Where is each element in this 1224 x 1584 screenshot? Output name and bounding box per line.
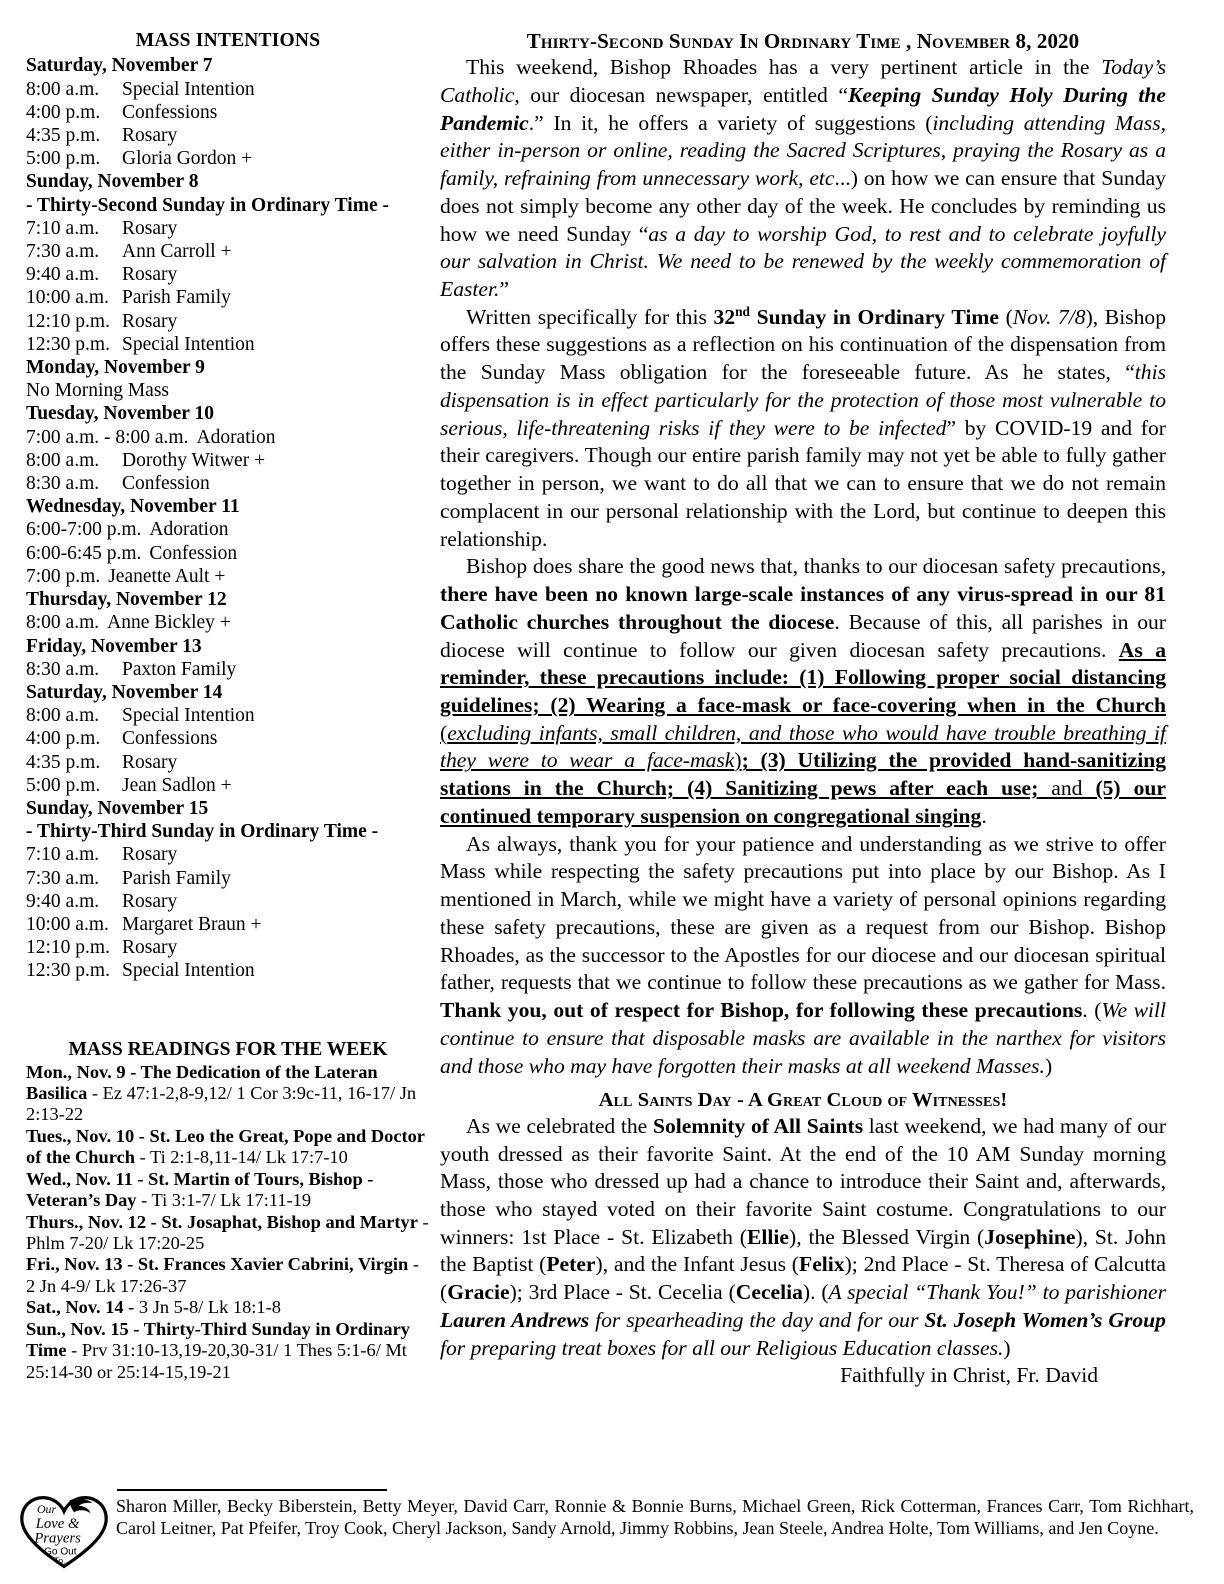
p5-seg3: last weekend, we had many of our youth dressed as their favorite Saint. At the end of the 10 AM Sunday morning Mass, those who dressed up had a chance to introduce their Saint and, afterwards, those who stayed voted on their favorite Saint costume. Congratulations to our winners: 1st Place - St. Elizabeth ( bbox=[440, 1113, 1167, 1249]
p3-close-paren: ) bbox=[734, 748, 742, 773]
prayer-list-footer bbox=[18, 1489, 1194, 1576]
mass-entry-time: 4:00 p.m. bbox=[26, 728, 101, 750]
mass-entry-time: 5:00 p.m. bbox=[26, 774, 101, 796]
mass-reading-item bbox=[26, 1212, 430, 1255]
heart-dove-icon bbox=[18, 1493, 110, 1571]
mass-entry-intention: Margaret Braun + bbox=[122, 913, 262, 935]
p1-newspaper-name: Today’s Catholic bbox=[440, 55, 1166, 107]
right-column bbox=[440, 30, 1166, 1390]
mass-entry-intention: Ann Carroll + bbox=[122, 241, 232, 263]
mass-entry bbox=[26, 890, 430, 913]
mass-entry-intention: Rosary bbox=[122, 937, 178, 959]
mass-reading-citations: 3 Jn 5-8/ Lk 18:1-8 bbox=[138, 1297, 281, 1318]
love-and-prayers-logo bbox=[18, 1489, 110, 1576]
mass-entry bbox=[26, 426, 430, 449]
mass-reading-item bbox=[26, 1126, 430, 1169]
mass-entry bbox=[26, 542, 430, 565]
p3-mask-exclusions: excluding infants, small children, and those who would have trouble breathing if they were to wear a face-mask bbox=[440, 720, 1166, 773]
mass-reading-item bbox=[26, 1169, 430, 1212]
mass-entry-intention: Adoration bbox=[196, 426, 276, 448]
p5-thanks-note-3: for preparing treat boxes for all our Religious Education classes. bbox=[440, 1335, 1004, 1360]
mass-entry-time: 7:30 a.m. bbox=[26, 241, 100, 263]
mass-entry-time: 4:35 p.m. bbox=[26, 125, 101, 147]
mass-entry-time: 12:10 p.m. bbox=[26, 937, 110, 959]
mass-reading-citations: - Phlm 7-20/ Lk 17:20-25 bbox=[26, 1211, 429, 1254]
p1-seg9: ” bbox=[499, 276, 509, 301]
p5-seg21: ) bbox=[1003, 1335, 1011, 1360]
article-paragraph-1 bbox=[440, 54, 1166, 304]
mass-day-heading: Tuesday, November 10 bbox=[26, 403, 214, 425]
p3-open-paren: ( bbox=[440, 720, 448, 745]
mass-entry-time: 9:40 a.m. bbox=[26, 264, 100, 286]
p2-seg4: ( bbox=[998, 304, 1013, 329]
p2-dispensation-quote: this dispensation is in effect particularly for the protection of those most vulnerable to serious, life-threatening risks if they were to be infected bbox=[440, 360, 1166, 440]
mass-day-heading: Saturday, November 14 bbox=[26, 681, 223, 703]
mass-entry-intention: Rosary bbox=[122, 751, 178, 773]
mass-entry-time: 10:00 a.m. bbox=[26, 287, 109, 309]
p5-womens-group: St. Joseph Women’s Group bbox=[924, 1307, 1166, 1332]
mass-entry-intention: Confession bbox=[149, 542, 238, 564]
mass-entry bbox=[26, 843, 430, 866]
mass-entry-intention: Gloria Gordon + bbox=[122, 148, 253, 170]
p5-winner-gracie: Gracie bbox=[447, 1280, 510, 1305]
mass-reading-label: Tues., Nov. 10 - St. Leo the Great, Pope and Doctor of the Church bbox=[26, 1125, 425, 1168]
mass-entry-intention: Adoration bbox=[149, 519, 229, 541]
mass-reading-label: Mon., Nov. 9 - The Dedication of the Lateran Basilica bbox=[26, 1061, 378, 1103]
mass-entry-time: 8:00 a.m. bbox=[26, 78, 100, 100]
article-paragraph-4 bbox=[440, 831, 1166, 1081]
p5-solemnity: Solemnity of All Saints bbox=[652, 1113, 864, 1138]
mass-entry bbox=[26, 727, 430, 750]
p2-date-note: Nov. 7/8 bbox=[1012, 304, 1086, 329]
mass-entry-time: 5:00 p.m. bbox=[26, 148, 101, 170]
mass-entry-intention: Special Intention bbox=[122, 705, 255, 727]
mass-entry-time: 8:00 a.m. bbox=[26, 449, 100, 471]
mass-reading-label: Sun., Nov. 15 - Thirty-Third Sunday in Ordinary Time bbox=[26, 1318, 410, 1361]
p4-seg3: . ( bbox=[1082, 998, 1102, 1023]
mass-entry-intention: Paxton Family bbox=[122, 658, 237, 680]
mass-entry-time: 8:30 a.m. bbox=[26, 658, 100, 680]
mass-entry-intention: Special Intention bbox=[122, 960, 255, 982]
mass-day-heading: Sunday, November 15 bbox=[26, 797, 209, 819]
mass-entry-time: 8:00 a.m. bbox=[26, 612, 100, 634]
mass-readings-heading: MASS READINGS FOR THE WEEK bbox=[68, 1038, 388, 1060]
p5-winner-cecelia: Cecelia bbox=[735, 1280, 803, 1305]
mass-entry-intention: Rosary bbox=[122, 125, 178, 147]
mass-entry-intention: Parish Family bbox=[122, 287, 231, 309]
p4-masks-note: We will continue to ensure that disposable masks are available in the narthex for visitors and those who may have forgotten their masks at all weekend Masses. bbox=[440, 998, 1167, 1078]
mass-entry bbox=[26, 611, 430, 634]
mass-entry-time: 12:30 p.m. bbox=[26, 960, 110, 982]
p1-seg7: ...) on how we can ensure that Sunday does not simply become any other day of the week. He concludes by reminding us how we need Sunday “ bbox=[440, 166, 1166, 246]
mass-intentions-heading: MASS INTENTIONS bbox=[135, 30, 321, 51]
logo-line-3: Prayers bbox=[34, 1530, 81, 1547]
logo-line-5: To... bbox=[53, 1555, 71, 1566]
p1-quote: as a day to worship God, to rest and to celebrate joyfully our salvation in Christ. We need to be renewed by the weekly commemoration of Easter. bbox=[440, 221, 1166, 301]
mass-day-subtitle: - Thirty-Third Sunday in Ordinary Time - bbox=[26, 821, 379, 843]
p1-article-title: Keeping Sunday Holy During the Pandemic bbox=[440, 82, 1167, 135]
p3-seg3: . Because of this, all parishes in our diocese will continue to follow our given diocesan safety precautions. bbox=[440, 609, 1166, 662]
mass-day-heading: Monday, November 9 bbox=[26, 357, 205, 379]
mass-entry bbox=[26, 867, 430, 890]
mass-day-heading: Sunday, November 8 bbox=[26, 171, 199, 193]
mass-reading-label: Wed., Nov. 11 - St. Martin of Tours, Bishop - Veteran’s Day bbox=[26, 1168, 374, 1211]
p2-sunday-name: Sunday in Ordinary Time bbox=[750, 304, 999, 329]
mass-reading-citations: - Ti 3:1-7/ Lk 17:11-19 bbox=[136, 1190, 312, 1211]
p3-no-spread-statement: there have been no known large-scale instances of any virus-spread in our 81 Catholic churches throughout the diocese bbox=[440, 582, 1166, 634]
p5-winner-felix: Felix bbox=[799, 1252, 845, 1277]
p2-ordinal-suffix: nd bbox=[735, 303, 750, 319]
mass-entry-time: 6:00-7:00 p.m. bbox=[26, 519, 142, 541]
article-paragraph-2 bbox=[440, 304, 1166, 554]
mass-entry bbox=[26, 959, 430, 982]
p2-seg6: ), Bishop offers these suggestions as a reflection on his continuation of the dispensation from the Sunday Mass obligation for the foreseeable future. As he states, “ bbox=[440, 304, 1166, 385]
mass-entry bbox=[26, 658, 430, 681]
mass-entry-intention: Rosary bbox=[122, 844, 178, 866]
mass-entry bbox=[26, 751, 430, 774]
p4-thank-you-statement: Thank you, out of respect for Bishop, for following these precautions bbox=[440, 998, 1083, 1023]
mass-entry-intention: Special Intention bbox=[122, 333, 255, 355]
p1-suggestions: including attending Mass, either in-person or online, reading the Sacred Scriptures, praying the Rosary as a family, refraining from unnecessary work, etc bbox=[440, 110, 1166, 191]
p1-seg1: This weekend, Bishop Rhoades has a very pertinent article in the bbox=[466, 55, 1102, 80]
p5-seg7: ), St. John the Baptist ( bbox=[440, 1224, 1167, 1277]
p2-seg8: ” by COVID-19 and for their caregivers. Though our entire parish family may not yet be able to fully gather together in person, we want to do all that we can to ensure that we do not remain complacent in our personal relationship with the Lord, but continue to deepen this relationship. bbox=[440, 415, 1166, 551]
mass-entry: No Morning Mass bbox=[26, 380, 170, 402]
mass-entry-time: 7:10 a.m. bbox=[26, 217, 100, 239]
p5-winner-peter: Peter bbox=[546, 1252, 596, 1277]
mass-entry bbox=[26, 310, 430, 333]
mass-entry-time: 12:10 p.m. bbox=[26, 310, 110, 332]
left-column bbox=[26, 30, 440, 1383]
mass-reading-citations: - Ez 47:1-2,8-9,12/ 1 Cor 3:9c-11, 16-17/ Jn 2:13-22 bbox=[26, 1082, 417, 1125]
mass-entry-time: 4:35 p.m. bbox=[26, 751, 101, 773]
article-paragraph-3 bbox=[440, 553, 1166, 830]
mass-reading-citations: - Ti 2:1-8,11-14/ Lk 17:7-10 bbox=[135, 1147, 348, 1168]
mass-entry bbox=[26, 124, 430, 147]
mass-entry-time: 9:40 a.m. bbox=[26, 890, 100, 912]
mass-day-heading: Wednesday, November 11 bbox=[26, 496, 240, 518]
mass-entry-time: 4:00 p.m. bbox=[26, 101, 101, 123]
mass-entry bbox=[26, 217, 430, 240]
p4-seg5: ) bbox=[1044, 1053, 1053, 1078]
mass-reading-item bbox=[26, 1062, 430, 1126]
mass-entry bbox=[26, 774, 430, 797]
mass-entry-time: 8:30 a.m. bbox=[26, 473, 100, 495]
p5-seg5: ), the Blessed Virgin ( bbox=[789, 1224, 985, 1249]
mass-entry-intention: Parish Family bbox=[122, 867, 231, 889]
mass-entry-time: 7:00 p.m. bbox=[26, 565, 101, 587]
p5-seg11: ); 2nd Place - St. Theresa of Calcutta ( bbox=[440, 1252, 1166, 1305]
p5-thanks-note-2: for spearheading the day and for our bbox=[589, 1307, 925, 1332]
p1-seg5: .” In it, he offers a variety of suggestions ( bbox=[528, 110, 933, 135]
mass-entry-intention: Rosary bbox=[122, 217, 178, 239]
prayer-names-block bbox=[110, 1489, 1194, 1539]
p3-precautions-list-part3: (5) our continued temporary suspension on congregational singing bbox=[440, 776, 1166, 828]
mass-reading-citations: - 2 Jn 4-9/ Lk 17:26-37 bbox=[26, 1254, 419, 1296]
mass-entry-time: 7:10 a.m. bbox=[26, 844, 100, 866]
mass-entry-time: 6:00-6:45 p.m. bbox=[26, 542, 142, 564]
p2-ordinal-number: 32 bbox=[713, 304, 736, 329]
p4-seg1: As always, thank you for your patience and understanding as we strive to offer Mass while respecting the safety precautions put into place by our Bishop. As I mentioned in March, while we might have a variety of personal opinions regarding these safety precautions, these are given as a request from our Bishop. Bishop Rhoades, as the successor to the Apostles for our diocese and our diocesan spiritual father, requests that we continue to follow these precautions as we gather for Mass. bbox=[440, 831, 1166, 995]
mass-entry-time: 12:30 p.m. bbox=[26, 333, 110, 355]
footer-divider-rule bbox=[117, 1489, 387, 1491]
mass-day-subtitle: - Thirty-Second Sunday in Ordinary Time - bbox=[26, 194, 389, 216]
mass-entry bbox=[26, 101, 430, 124]
p5-seg13: ); 3rd Place - St. Cecelia ( bbox=[509, 1280, 736, 1305]
mass-entry bbox=[26, 147, 430, 170]
mass-entry bbox=[26, 240, 430, 263]
mass-entry-intention: Confessions bbox=[122, 101, 218, 123]
mass-entry bbox=[26, 263, 430, 286]
mass-intentions-list bbox=[26, 54, 430, 982]
p1-seg3: , our diocesan newspaper, entitled “ bbox=[514, 82, 848, 107]
mass-entry bbox=[26, 472, 430, 495]
p5-seg15: ). ( bbox=[802, 1280, 829, 1305]
mass-entry bbox=[26, 518, 430, 541]
p5-winner-ellie: Ellie bbox=[747, 1224, 790, 1249]
p5-seg1: As we celebrated the bbox=[466, 1113, 653, 1138]
article-title: Thirty-Second Sunday In Ordinary Time , November 8, 2020 bbox=[526, 29, 1080, 53]
mass-entry bbox=[26, 78, 430, 101]
mass-reading-citations: - Prv 31:10-13,19-20,30-31/ 1 Thes 5:1-6/ Mt 25:14-30 or 25:14-15,19-21 bbox=[26, 1340, 407, 1382]
p3-precautions-list-part1: As a reminder, these precautions include: (1) Following proper social distancing guidelines; (2) Wearing a face-mask or face-covering when in the Church bbox=[440, 637, 1166, 717]
mass-entry bbox=[26, 286, 430, 309]
p5-thanks-note-1: A special “Thank You!” to parishioner bbox=[828, 1280, 1166, 1305]
mass-entry bbox=[26, 704, 430, 727]
mass-day-heading: Saturday, November 7 bbox=[26, 55, 213, 77]
mass-entry bbox=[26, 936, 430, 959]
mass-entry-intention: Confession bbox=[122, 473, 210, 495]
p3-seg1: Bishop does share the good news that, thanks to our diocesan safety precautions, bbox=[466, 554, 1166, 579]
mass-reading-item bbox=[26, 1254, 430, 1297]
article-paragraph-5 bbox=[440, 1113, 1166, 1363]
mass-entry bbox=[26, 449, 430, 472]
logo-line-1: Our bbox=[36, 1502, 57, 1517]
section-spacer bbox=[26, 983, 430, 1039]
mass-entry-time: 10:00 a.m. bbox=[26, 913, 109, 935]
logo-line-2: Love & bbox=[35, 1515, 80, 1532]
mass-reading-label: Thurs., Nov. 12 - St. Josaphat, Bishop and Martyr bbox=[26, 1211, 418, 1232]
mass-day-heading: Friday, November 13 bbox=[26, 635, 202, 657]
mass-entry-intention: Rosary bbox=[122, 264, 178, 286]
all-saints-section-title: All Saints Day - A Great Cloud of Witnesses! bbox=[598, 1089, 1008, 1112]
mass-entry-intention: Anne Bickley + bbox=[107, 612, 231, 634]
mass-entry bbox=[26, 565, 430, 588]
mass-entry-intention: Dorothy Witwer + bbox=[122, 449, 266, 471]
prayer-names-text: Sharon Miller, Becky Biberstein, Betty Meyer, David Carr, Ronnie & Bonnie Burns, Michael Green, Rick Cotterman, Frances Carr, Tom Richhart, Carol Leitner, Pat Pfeifer, Troy Cook, Cheryl Jackson, Sandy Arnold, Jimmy Robbins, Jean Steele, Andrea Holte, Tom Williams, and Jen Coyne. bbox=[116, 1496, 1194, 1538]
p3-seg11: . bbox=[981, 803, 987, 828]
mass-entry-intention: Confessions bbox=[122, 728, 218, 750]
mass-entry-intention: Special Intention bbox=[122, 78, 255, 100]
mass-reading-label: Fri., Nov. 13 - St. Frances Xavier Cabrini, Virgin bbox=[26, 1254, 409, 1275]
p5-parishioner-name: Lauren Andrews bbox=[440, 1307, 590, 1332]
logo-line-4: Go Out bbox=[44, 1546, 77, 1558]
mass-entry-intention: Jeanette Ault + bbox=[108, 565, 226, 587]
mass-entry-intention: Rosary bbox=[122, 890, 178, 912]
mass-entry-time: 7:00 a.m. - 8:00 a.m. bbox=[26, 426, 189, 448]
article-signoff: Faithfully in Christ, Fr. David bbox=[840, 1363, 1098, 1388]
p3-precautions-list-part2: ; (3) Utilizing the provided hand-sanitizing stations in the Church; (4) Sanitizing pews after each use; bbox=[440, 748, 1166, 801]
mass-entry bbox=[26, 333, 430, 356]
mass-entry-time: 7:30 a.m. bbox=[26, 867, 100, 889]
p5-seg9: ), and the Infant Jesus ( bbox=[595, 1252, 799, 1277]
p5-winner-josephine: Josephine bbox=[984, 1224, 1076, 1249]
two-column-layout bbox=[26, 30, 1184, 1390]
mass-entry-time: 8:00 a.m. bbox=[26, 705, 100, 727]
mass-entry bbox=[26, 913, 430, 936]
mass-entry-intention: Rosary bbox=[122, 310, 178, 332]
mass-readings-list bbox=[26, 1062, 430, 1384]
p3-and-connector: and bbox=[1038, 776, 1096, 801]
mass-reading-item bbox=[26, 1319, 430, 1383]
mass-day-heading: Thursday, November 12 bbox=[26, 589, 227, 611]
mass-entry-intention: Jean Sadlon + bbox=[122, 774, 232, 796]
mass-reading-label: Sat., Nov. 14 - bbox=[26, 1297, 139, 1318]
p2-seg1: Written specifically for this bbox=[466, 304, 714, 329]
mass-reading-item bbox=[26, 1297, 430, 1318]
